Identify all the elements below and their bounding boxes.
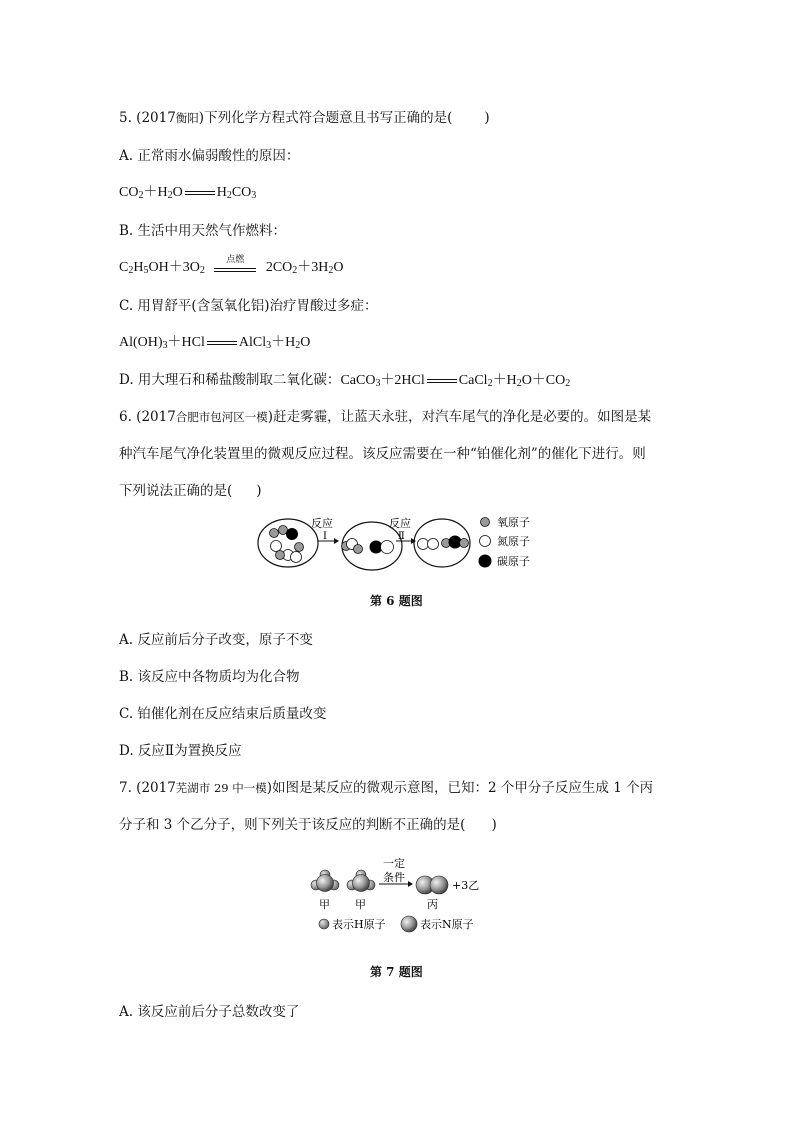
molecule-jia-2	[347, 870, 375, 892]
q5-equation-a: $CO_2+H_2O$ $H_2CO_3$	[119, 185, 257, 201]
q5-equation-c: $Al(OH)_3+HCl$ $AlCl_3+H_2O$	[119, 335, 311, 351]
q5-option-c: C. 用胃舒平(含氢氧化铝)治疗胃酸过多症：	[119, 298, 378, 314]
q7-option-a: A. 该反应前后分子总数改变了	[119, 1004, 300, 1020]
ignite-condition: 点燃	[226, 253, 245, 264]
condition-bottom: 条件	[383, 871, 405, 884]
carbon-atom-swatch	[479, 555, 492, 568]
plus-three-yi: +3乙	[452, 879, 480, 892]
oxygen-atom-swatch	[481, 518, 490, 527]
q7-caption: 第 7 题图	[370, 965, 423, 979]
molecule-jia-1	[311, 870, 339, 892]
q6-stem-line2: 种汽车尾气净化装置里的微观反应过程。该反应需要在一种“铂催化剂”的催化下进行。则	[119, 446, 646, 462]
legend-nitrogen: 氮原子	[497, 535, 530, 548]
q5-option-a: A. 正常雨水偏弱酸性的原因：	[119, 148, 300, 164]
q6-stem-line3: 下列说法正确的是( )	[119, 483, 262, 499]
q7-source: 芜湖市 29 中一模	[175, 781, 267, 795]
h-atom-swatch	[319, 919, 329, 929]
label-jia-1: 甲	[319, 898, 330, 911]
label-jia-2: 甲	[355, 898, 366, 911]
q5-option-b: B. 生活中用天然气作燃料：	[119, 223, 287, 239]
q6-caption: 第 6 题图	[370, 594, 423, 608]
q6-stem-line1: 6. (2017合肥市包河区一模)赶走雾霾，让蓝天永驻，对汽车尾气的净化是必要的。如图是某	[119, 409, 652, 425]
q7-figure	[305, 852, 495, 937]
q7-stem-line1: 7. (2017芜湖市 29 中一模)如图是某反应的微观示意图，已知：2 个甲分子反应生成 1 个丙	[119, 780, 654, 796]
arrow1-label: 反应	[311, 517, 333, 530]
q5-number: 5. (2017	[119, 110, 176, 126]
q6-option-d: D. 反应Ⅱ为置换反应	[119, 743, 242, 759]
q6-option-a: A. 反应前后分子改变，原子不变	[119, 632, 313, 648]
condition-top: 一定	[383, 857, 405, 870]
legend-n: 表示N原子	[420, 918, 474, 931]
legend-carbon: 碳原子	[497, 555, 530, 568]
q5-stem: 5. (2017衡阳)下列化学方程式符合题意且书写正确的是( )	[119, 110, 490, 126]
legend-h: 表示H原子	[332, 918, 386, 931]
q5-stem-text: )下列化学方程式符合题意且书写正确的是(	[198, 110, 453, 126]
q5-source: 衡阳	[175, 111, 199, 125]
arrow2-roman: Ⅱ	[398, 531, 405, 542]
legend-oxygen: 氧原子	[497, 516, 530, 529]
label-bing: 丙	[427, 898, 438, 911]
q7-stem-line2: 分子和 3 个乙分子，则下列关于该反应的判断不正确的是( )	[119, 817, 497, 833]
nitrogen-atom-swatch	[480, 536, 491, 547]
molecule-bing	[416, 876, 448, 894]
q5-option-d: D. 用大理石和稀盐酸制取二氧化碳：CaCO$_3$＋2HCl $CaCl_2+H_2O+CO_2$	[119, 372, 571, 389]
n-atom-swatch	[401, 916, 417, 932]
arrow1-roman: Ⅰ	[323, 531, 327, 542]
q6-option-c: C. 铂催化剂在反应结束后质量改变	[119, 706, 327, 722]
q6-option-b: B. 该反应中各物质均为化合物	[119, 669, 300, 685]
q6-figure	[250, 510, 550, 582]
q5-equation-b: $C_2H_5OH+3O_2$ 点燃 $2CO_2+3H_2O$	[119, 253, 344, 276]
q6-source: 合肥市包河区一模	[175, 410, 268, 424]
arrow2-label: 反应	[389, 517, 411, 530]
